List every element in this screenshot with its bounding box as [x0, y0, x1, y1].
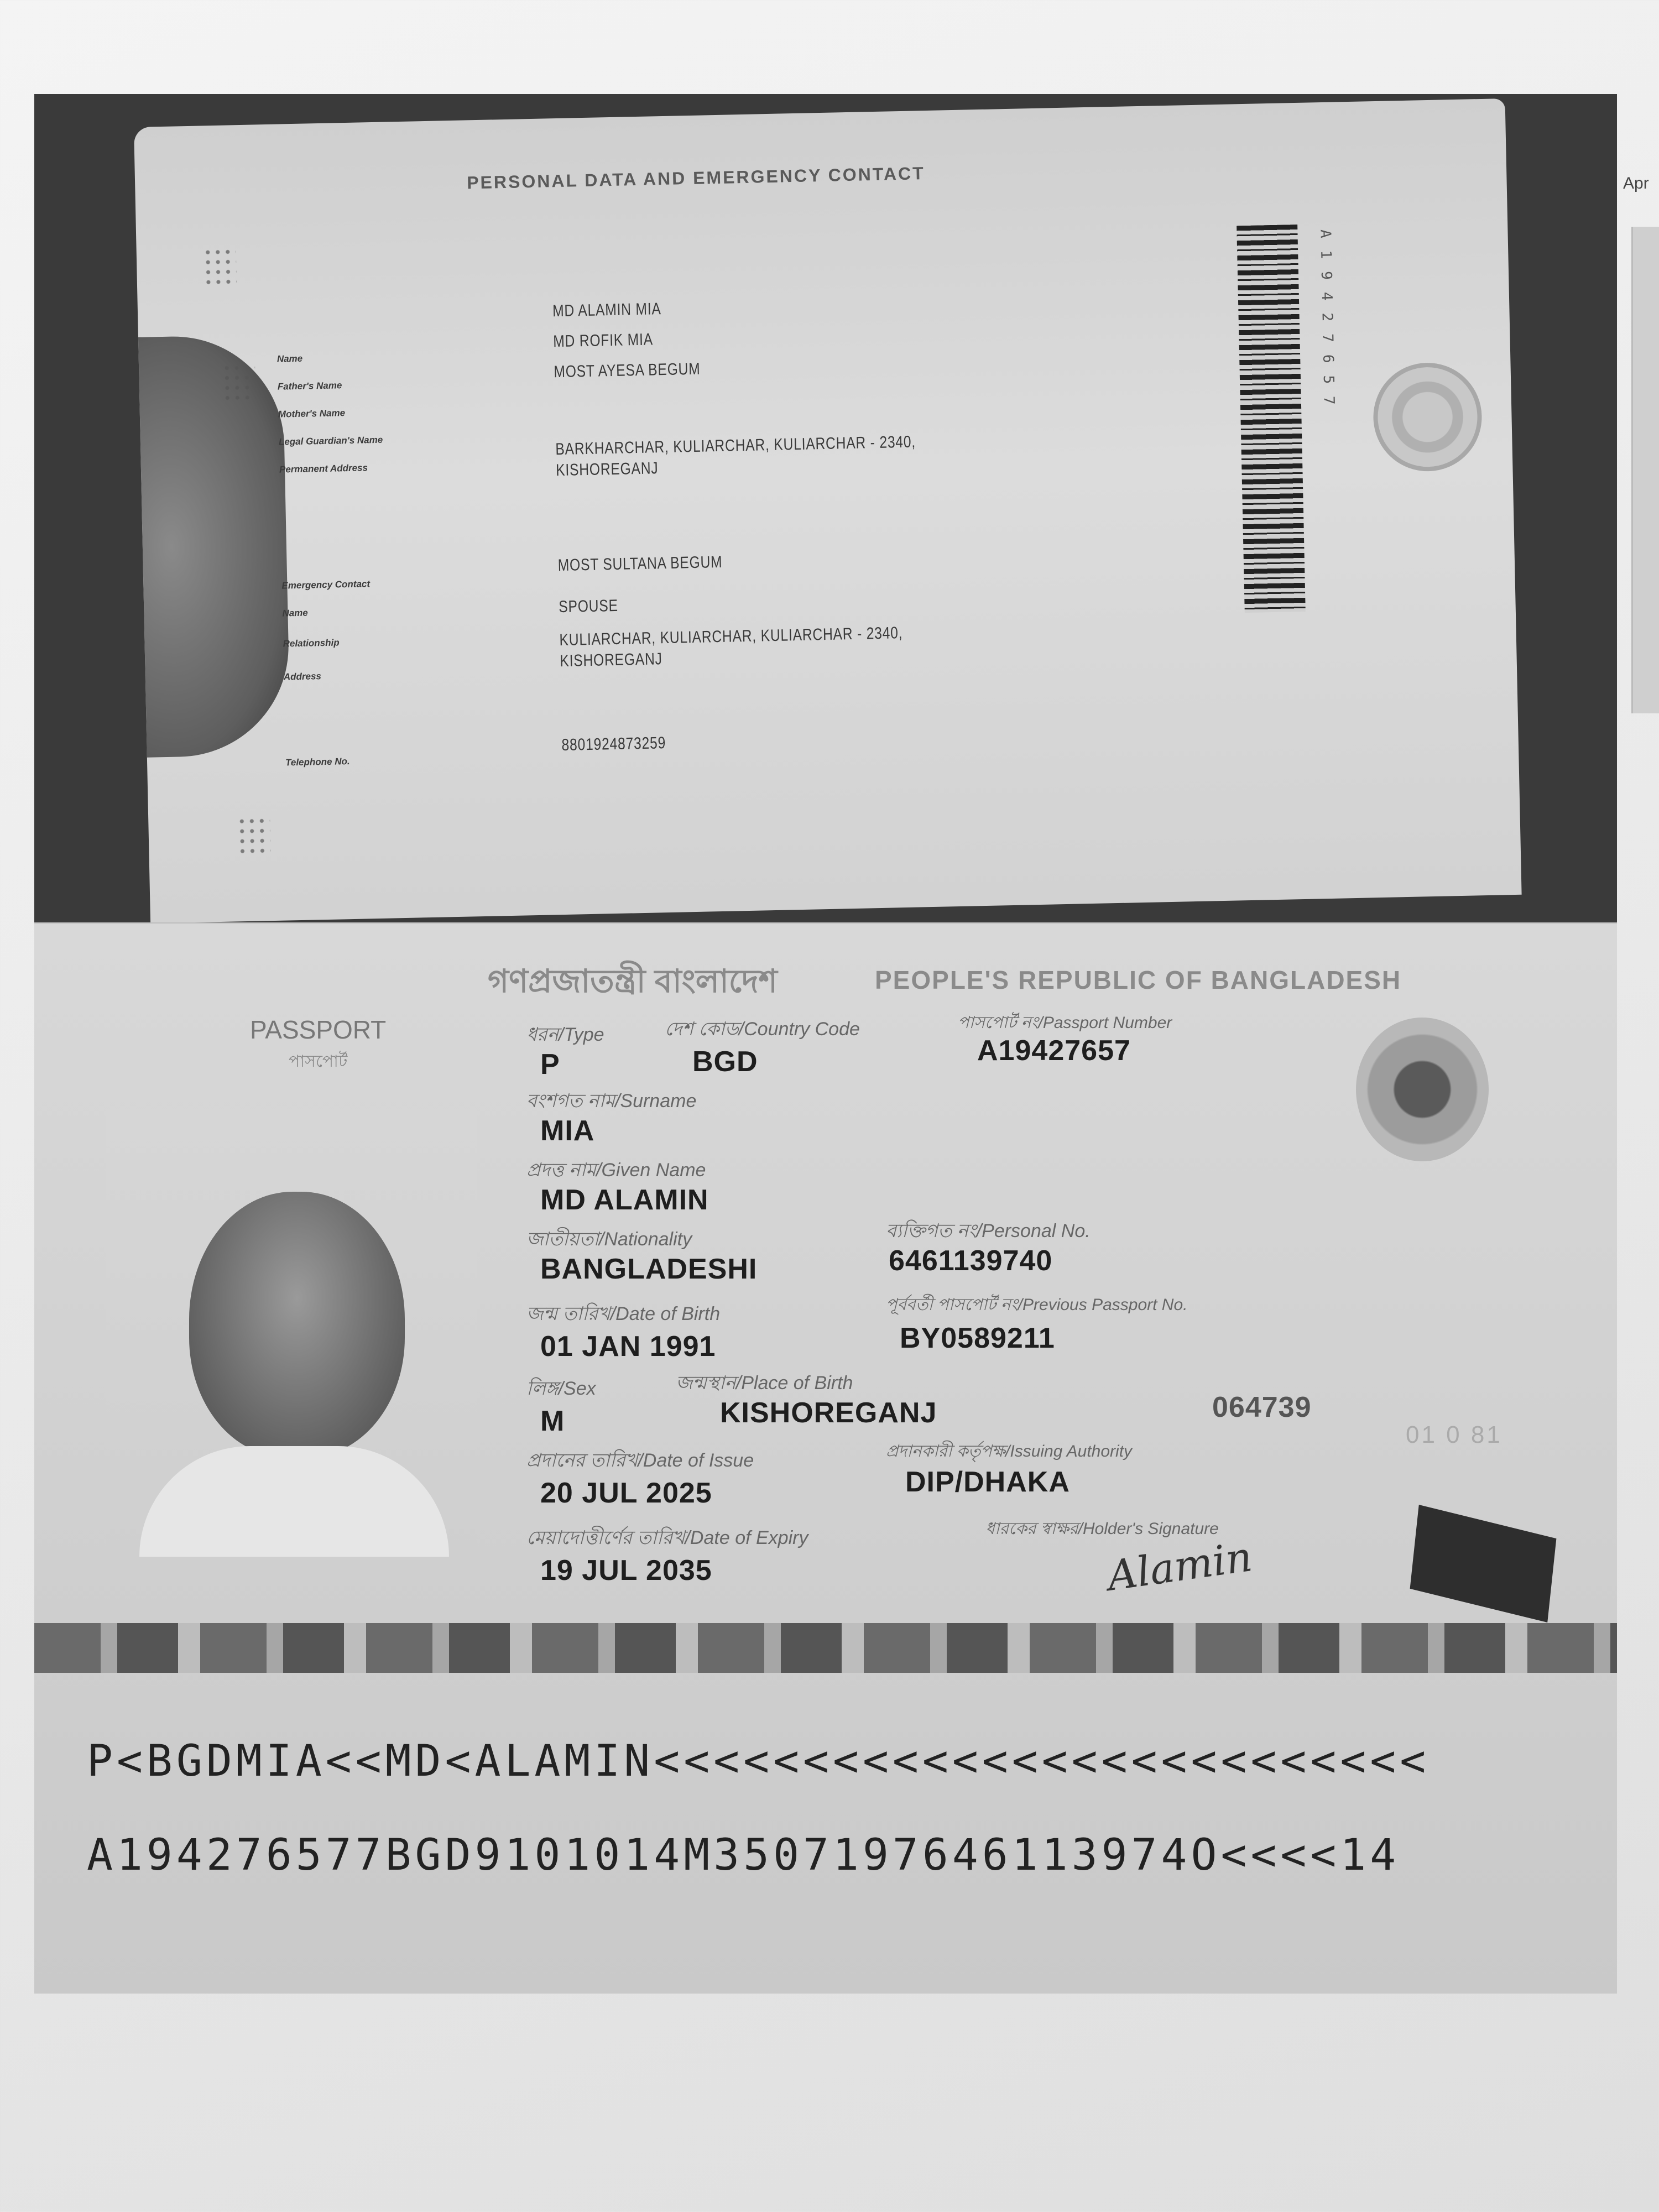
value-sex: M — [540, 1405, 565, 1437]
label-surname: বংশগত নাম/Surname — [526, 1091, 697, 1112]
label-permanent-address: Permanent Address — [279, 462, 368, 475]
label-address: Address — [283, 671, 322, 682]
seal-stamp — [1372, 362, 1483, 472]
label-holder-signature: ধারকের স্বাক্ষর/Holder's Signature — [985, 1520, 1219, 1538]
perforation-mark — [203, 247, 237, 286]
value-emergency-name: MOST SULTANA BEGUM — [557, 552, 723, 575]
value-nationality: BANGLADESHI — [540, 1253, 758, 1285]
label-sex: লিঙ্গ/Sex — [526, 1378, 596, 1399]
mrz-line-2: A194276577BGD9101014M3507197646113974O<<<<14 — [87, 1830, 1400, 1880]
label-personal-no: ব্যক্তিগত নং/Personal No. — [886, 1220, 1091, 1241]
value-place-of-birth: KISHOREGANJ — [720, 1397, 937, 1429]
perforation-mark — [237, 816, 270, 855]
mrz-line-1: P<BGDMIA<<MD<ALAMIN<<<<<<<<<<<<<<<<<<<<<<<<<< — [87, 1736, 1430, 1786]
label-emergency-contact: Emergency Contact — [281, 578, 371, 591]
national-emblem — [1356, 1018, 1489, 1161]
label-date-of-expiry: মেয়াদোত্তীর্ণের তারিখ/Date of Expiry — [526, 1527, 808, 1548]
value-given-name: MD ALAMIN — [540, 1184, 709, 1216]
country-name-english: PEOPLE'S REPUBLIC OF BANGLADESH — [875, 966, 1402, 994]
label-date-of-birth: জন্ম তারিখ/Date of Birth — [526, 1303, 721, 1324]
value-fathers-name: MD ROFIK MIA — [552, 330, 654, 351]
value-date-of-birth: 01 JAN 1991 — [540, 1331, 716, 1363]
label-date-of-issue: প্রদানের তারিখ/Date of Issue — [526, 1450, 754, 1471]
label-place-of-birth: জন্মস্থান/Place of Birth — [676, 1373, 853, 1394]
value-country-code: BGD — [692, 1046, 758, 1078]
label-fathers-name: Father's Name — [277, 380, 342, 392]
photo-shirt — [139, 1446, 449, 1557]
value-passport-no: A19427657 — [977, 1035, 1131, 1067]
label-name: Name — [276, 353, 303, 364]
label-nationality: জাতীয়তা/Nationality — [526, 1229, 692, 1250]
label-relationship: Relationship — [283, 637, 340, 649]
passport-data-page — [34, 924, 1617, 1994]
passport-title-bengali: পাসপোর্ট — [289, 1052, 348, 1071]
barcode-digits: A19427657 — [1317, 229, 1338, 418]
value-emergency-address: KULIARCHAR, KULIARCHAR, KULIARCHAR - 2340, KISHOREGANJ — [559, 624, 903, 670]
holder-photo — [106, 1109, 477, 1557]
background-page-edge-text: Apr — [1623, 174, 1649, 192]
label-given-name: প্রদত্ত নাম/Given Name — [526, 1160, 706, 1181]
value-telephone: 8801924873259 — [561, 734, 666, 755]
value-surname: MIA — [540, 1115, 595, 1147]
label-telephone: Telephone No. — [285, 756, 350, 768]
label-issuing-authority: প্রদানকারী কর্তৃপক্ষ/Issuing Authority — [886, 1442, 1133, 1460]
passport-title: PASSPORT — [250, 1015, 387, 1044]
holder-signature: Alamin — [1104, 1533, 1255, 1600]
value-name: MD ALAMIN MIA — [552, 300, 661, 321]
background-card-edge — [1631, 227, 1659, 713]
holding-hand — [138, 334, 291, 757]
flag-hologram — [1410, 1505, 1557, 1623]
value-date-of-issue: 20 JUL 2025 — [540, 1477, 712, 1509]
value-mothers-name: MOST AYESA BEGUM — [554, 359, 701, 382]
value-issuing-authority: DIP/DHAKA — [905, 1466, 1070, 1498]
label-type: ধরন/Type — [526, 1024, 604, 1045]
country-name-bengali: গণপ্রজাতন্ত্রী বাংলাদেশ — [488, 963, 778, 999]
value-code: 064739 — [1212, 1391, 1312, 1423]
label-previous-passport: পূর্ববর্তী পাসপোর্ট নং/Previous Passport No. — [886, 1296, 1188, 1314]
label-passport-no: পাসপোর্ট নং/Passport Number — [958, 1014, 1172, 1032]
security-strip — [34, 1623, 1617, 1673]
value-permanent-address: BARKHARCHAR, KULIARCHAR, KULIARCHAR - 2340, KISHOREGANJ — [555, 432, 916, 479]
value-previous-passport: BY0589211 — [900, 1322, 1055, 1354]
passport-photocopy — [34, 94, 1617, 1994]
value-date-of-expiry: 19 JUL 2035 — [540, 1554, 712, 1587]
value-personal-no: 6461139740 — [889, 1245, 1053, 1277]
perforation-mark — [222, 363, 255, 402]
personal-data-title: PERSONAL DATA AND EMERGENCY CONTACT — [466, 163, 926, 193]
label-emergency-name: Name — [282, 607, 308, 619]
value-type: P — [540, 1048, 560, 1081]
label-legal-guardian: Legal Guardian's Name — [278, 434, 383, 447]
label-country-code: দেশ কোড/Country Code — [665, 1019, 860, 1040]
personal-data-page — [134, 98, 1522, 924]
label-mothers-name: Mother's Name — [278, 408, 346, 420]
barcode — [1237, 225, 1306, 613]
photo-head — [189, 1192, 405, 1457]
value-relationship: SPOUSE — [558, 596, 619, 617]
ghost-number: 01 0 81 — [1406, 1421, 1503, 1448]
